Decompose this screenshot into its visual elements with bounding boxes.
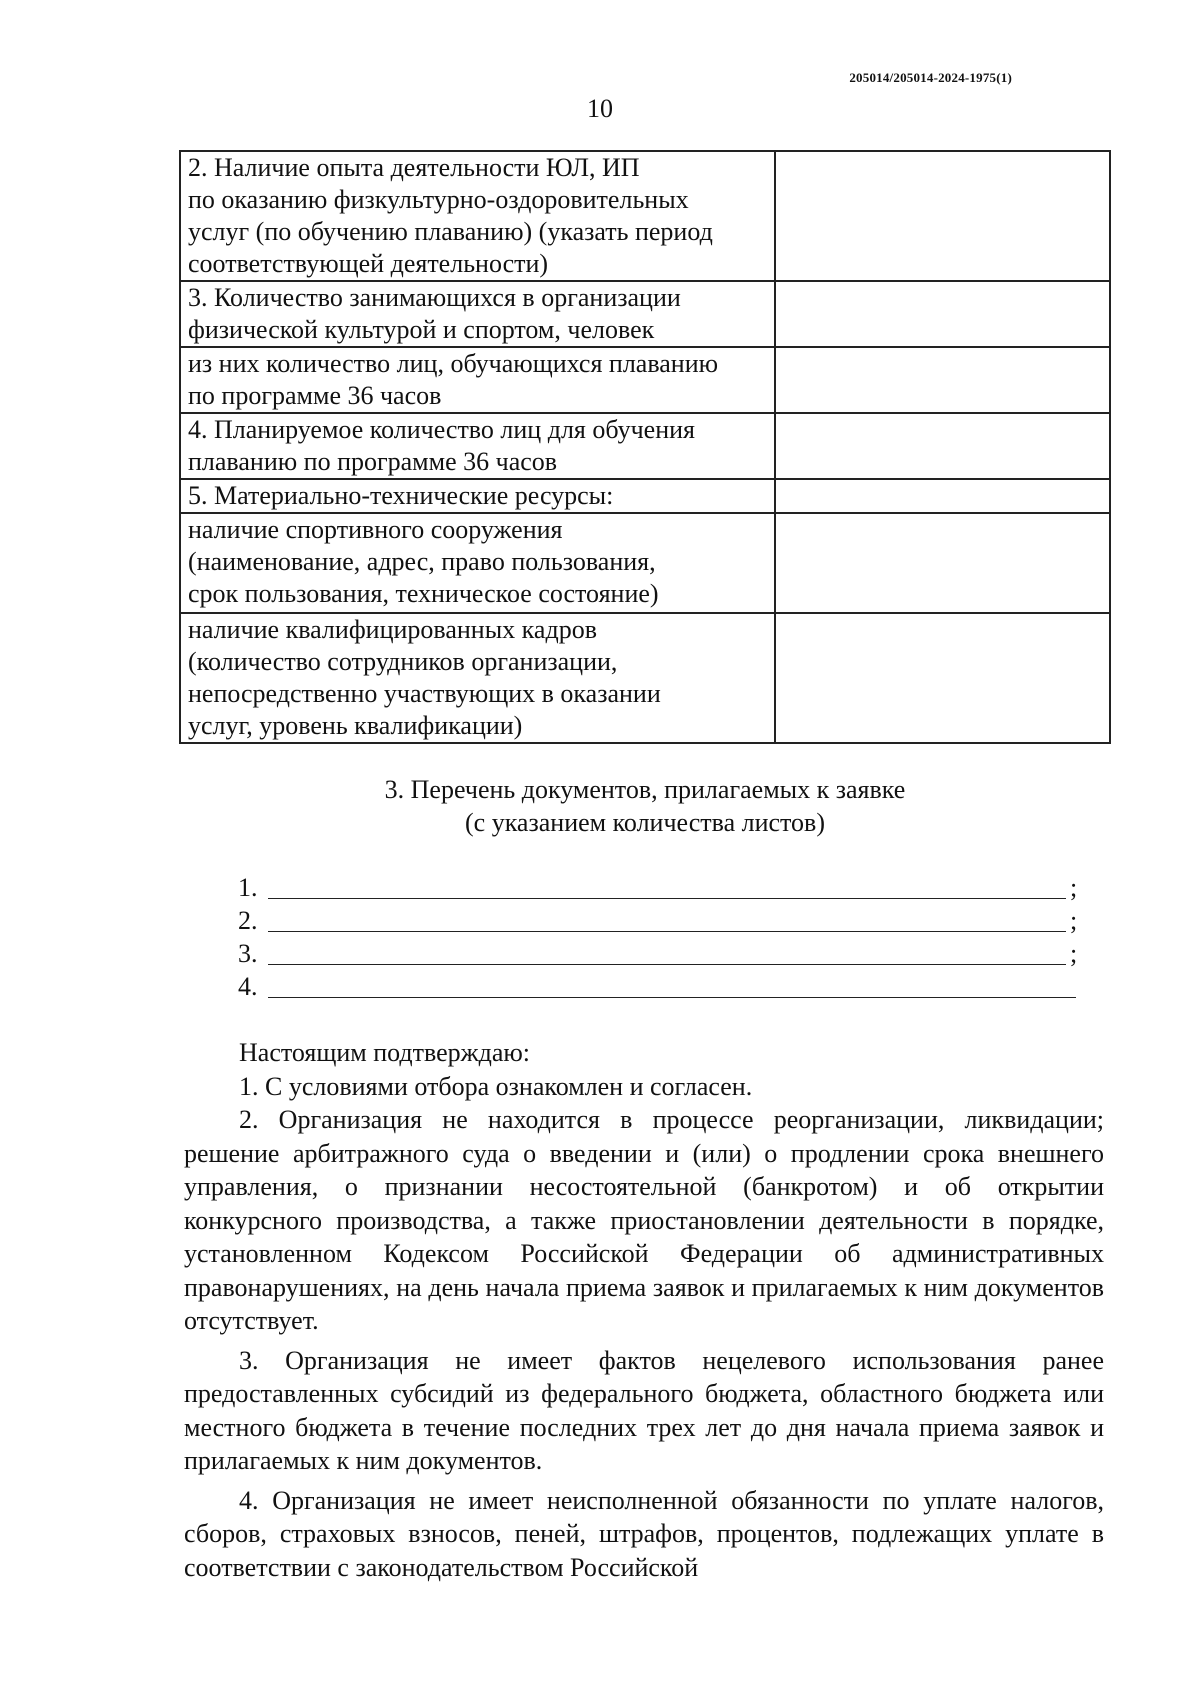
row-label-cell [180,513,775,613]
document-code: 205014/205014-2024-1975(1) [849,70,1012,85]
row-value-cell[interactable] [775,151,1110,281]
row-label: 4. Планируемое количество лиц для обучения плаванию по программе 36 часов [188,415,696,476]
table-row [180,413,1110,479]
row-value-cell[interactable] [775,281,1110,347]
table-row [180,613,1110,743]
row-label: 3. Количество занимающихся в организации физической культурой и спортом, человек [188,283,681,344]
confirmation-intro: Настоящим подтверждаю: [239,1038,531,1067]
fill-in-line[interactable] [268,964,1066,965]
row-value-cell[interactable] [775,513,1110,613]
section-3-title-line-1: 3. Перечень документов, прилагаемых к заявке [384,775,906,804]
row-label-cell [180,151,775,281]
list-item [238,972,1098,1005]
confirmation-section [184,1036,1104,1584]
row-label-cell [180,479,775,513]
list-item-number: 4. [238,972,258,1001]
page-number: 10 [587,94,613,123]
row-label-cell [180,413,775,479]
row-label: наличие квалифицированных кадров (количество сотрудников организации, непосредственно участвующих в оказании услуг, уровень квалификации) [188,615,661,740]
row-value-cell[interactable] [775,613,1110,743]
section-3-title [0,773,1200,839]
table-row [180,513,1110,613]
row-label: наличие спортивного сооружения (наименование, адрес, право пользования, срок пользования, техническое состояние) [188,515,659,608]
table-row [180,281,1110,347]
list-item-number: 3. [238,939,258,968]
fill-in-line[interactable] [268,898,1066,899]
fill-in-line[interactable] [268,931,1066,932]
section-3-title-line-2: (с указанием количества листов) [465,808,825,837]
table-row [180,151,1110,281]
row-value-cell[interactable] [775,347,1110,413]
list-item [238,906,1098,939]
row-label-cell [180,613,775,743]
list-item-end: ; [1070,939,1078,968]
list-item-end: ; [1070,906,1078,935]
fill-in-line[interactable] [268,997,1076,998]
table-row [180,479,1110,513]
table-row [180,347,1110,413]
row-value-cell[interactable] [775,479,1110,513]
row-label-cell [180,281,775,347]
row-value-cell[interactable] [775,413,1110,479]
row-label: 5. Материально-технические ресурсы: [188,481,614,510]
list-item-end: ; [1070,873,1078,902]
list-item [238,873,1098,906]
row-label: 2. Наличие опыта деятельности ЮЛ, ИП по оказанию физкультурно-оздоровительных услуг (по обучению плаванию) (указать период соответствующей деятельности) [188,153,713,278]
confirmation-paragraph-1: 1. С условиями отбора ознакомлен и согласен. [239,1071,753,1101]
confirmation-paragraph-4: 4. Организация не имеет неисполненной обязанности по уплате налогов, сборов, страховых взносов, пеней, штрафов, процентов, подлежащих уплате в соответствии с законодательством Российской [184,1485,1104,1582]
application-form-table [179,150,1111,744]
list-item [238,939,1098,972]
list-item-number: 2. [238,906,258,935]
confirmation-paragraph-3: 3. Организация не имеет фактов нецелевого использования ранее предоставленных субсидий из федерального бюджета, областного бюджета или местного бюджета в течение последних трех лет до дня начала приема заявок и прилагаемых к ним документов. [184,1345,1104,1475]
row-label: из них количество лиц, обучающихся плаванию по программе 36 часов [188,349,719,410]
attached-documents-list [238,873,1098,1005]
list-item-number: 1. [238,873,258,902]
confirmation-paragraph-2: 2. Организация не находится в процессе реорганизации, ликвидации; решение арбитражного суда о введении и (или) о продлении срока внешнего управления, о признании несостоятельной (банкротом) и об открытии конкурсного производства, а также приостановлении деятельности в порядке, установленном Кодексом Российской Федерации об административных правонарушениях, на день начала приема заявок и прилагаемых к ним документов отсутствует. [184,1105,1104,1335]
row-label-cell [180,347,775,413]
